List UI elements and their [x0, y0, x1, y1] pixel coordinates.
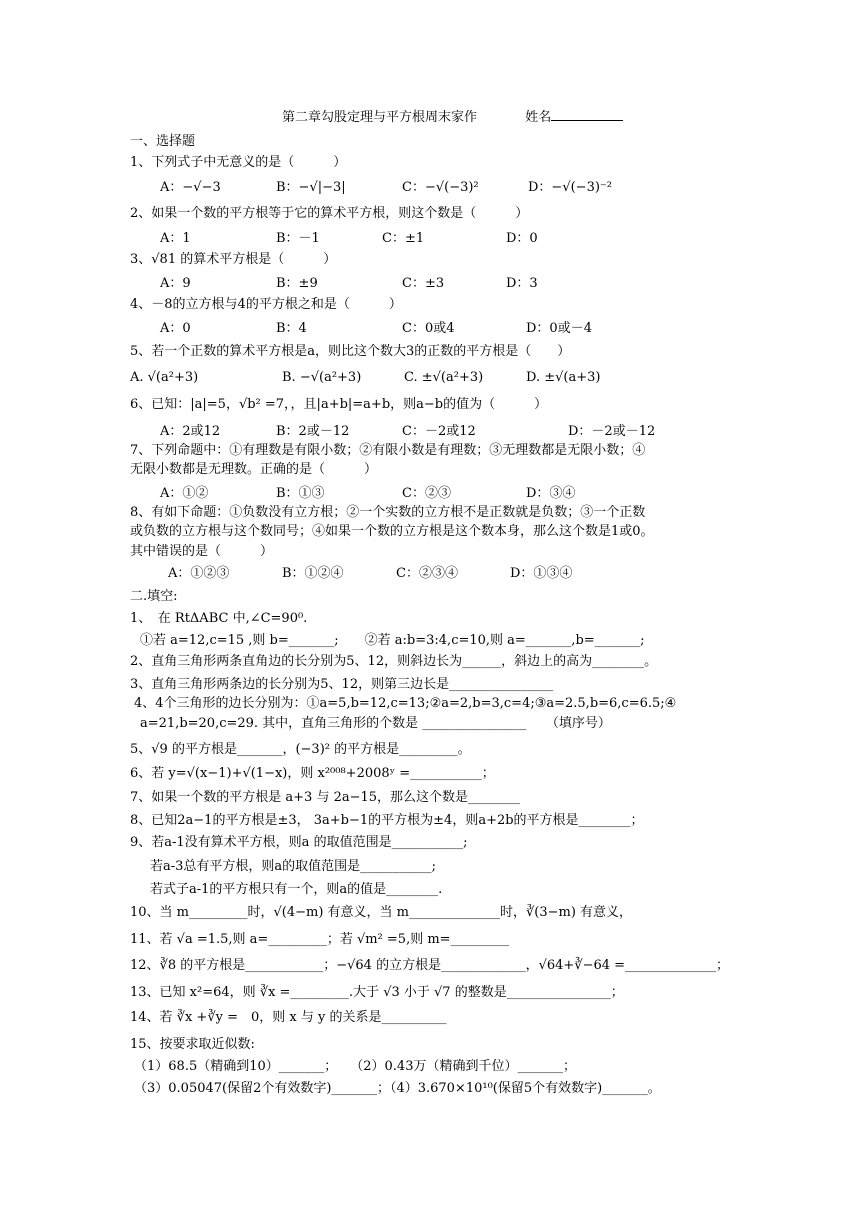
- q7-stem-line2: 无限小数都是无理数。正确的是（ ）: [130, 462, 378, 477]
- q7-option-c: C：②③: [402, 486, 451, 501]
- f3-line: 3、直角三角形两条边的长分别为5、12，则第三边长是________________: [130, 677, 554, 692]
- q8-stem-line3: 其中错误的是（ ）: [130, 544, 274, 559]
- q1-stem: 1、下列式子中无意义的是（ ）: [130, 155, 347, 170]
- f14-line: 14、若 ∛x +∛y = 0，则 x 与 y 的关系是__________: [130, 1010, 447, 1025]
- f7-line: 7、如果一个数的平方根是 a+3 与 2a−15，那么这个数是________: [130, 790, 521, 805]
- q2-option-b: B：－1: [276, 231, 320, 246]
- q6-option-d: D：－2或－12: [568, 424, 656, 439]
- q2-stem: 2、如果一个数的平方根等于它的算术平方根，则这个数是（ ）: [130, 206, 529, 221]
- q5-option-c: C. ±√(a²+3): [404, 370, 484, 385]
- q7-option-b: B：①③: [276, 486, 325, 501]
- q6-option-b: B：2或－12: [276, 424, 350, 439]
- q7-option-d: D：③④: [526, 486, 576, 501]
- q7-stem-line1: 7、下列命题中：①有理数是有限小数；②有限小数是有理数；③无理数都是无限小数；④: [130, 443, 646, 458]
- f4-line2: a=21,b=20,c=29. 其中，直角三角形的个数是 ________________ （填序号）: [140, 716, 611, 731]
- f15-line2: （1）68.5（精确到10）_______； （2）0.43万（精确到千位）_______；: [134, 1059, 576, 1074]
- section-choice-heading: 一、选择题: [130, 134, 196, 149]
- q5-option-d: D. ±√(a+3): [526, 370, 601, 385]
- q8-stem-line2: 或负数的立方根与这个数同号；④如果一个数的立方根是这个数本身，那么这个数是1或0。: [130, 524, 654, 539]
- f4-line1: 4、4个三角形的边长分别为：①a=5,b=12,c=13;②a=2,b=3,c=4;③a=2.5,b=6,c=6.5;④: [134, 696, 677, 711]
- f15-line3: （3）0.05047(保留2个有效数字)_______；（4）3.670×10¹⁰(保留5个有效数字)_______。: [134, 1081, 661, 1096]
- f1-line1: 1、 在 RtΔABC 中,∠C=90⁰.: [130, 611, 308, 626]
- f6-line: 6、若 y=√(x−1)+√(1−x)，则 x²⁰⁰⁸+2008ʸ =___________；: [130, 766, 495, 781]
- name-blank[interactable]: [551, 108, 623, 121]
- q4-option-c: C：0或4: [402, 321, 455, 336]
- q8-stem-line1: 8、有如下命题：①负数没有立方根；②一个实数的立方根不是正数就是负数；③一个正数: [130, 505, 646, 520]
- q5-option-b: B. −√(a²+3): [282, 370, 362, 385]
- q6-option-c: C：－2或12: [402, 424, 476, 439]
- f13-line: 13、已知 x²=64，则 ∛x =_________.大于 √3 小于 √7 的整数是________________；: [130, 985, 624, 1000]
- q3-option-c: C：±3: [402, 276, 445, 291]
- q4-option-b: B：4: [276, 321, 307, 336]
- q1-option-c: C：−√(−3)²: [402, 180, 479, 195]
- f8-line: 8、已知2a−1的平方根是±3， 3a+b−1的平方根为±4，则a+2b的平方根是________；: [130, 813, 644, 828]
- q5-option-a: A. √(a²+3): [130, 370, 199, 385]
- f15-line1: 15、按要求取近似数:: [130, 1037, 255, 1052]
- q3-option-d: D：3: [506, 276, 538, 291]
- f1-line2: ①若 a=12,c=15 ,则 b=_______; ②若 a:b=3:4,c=10,则 a=_______,b=_______;: [140, 633, 645, 648]
- q4-option-a: A：0: [160, 321, 191, 336]
- q8-option-c: C：②③④: [396, 566, 458, 581]
- q4-stem: 4、－8的立方根与4的平方根之和是（ ）: [130, 297, 402, 312]
- q1-option-b: B：−√|−3|: [276, 180, 346, 195]
- f9-line2: 若a-3总有平方根，则a的取值范围是___________;: [150, 859, 437, 874]
- f12-line: 12、∛8 的平方根是____________；−√64 的立方根是_____________，√64+∛−64 =______________；: [130, 958, 730, 973]
- q2-option-c: C：±1: [382, 231, 425, 246]
- f2-line: 2、直角三角形两条直角边的长分别为5、12，则斜边长为______，斜边上的高为________。: [130, 654, 658, 669]
- q4-option-d: D：0或－4: [526, 321, 592, 336]
- q7-option-a: A：①②: [160, 486, 209, 501]
- q1-option-d: D：−√(−3)⁻²: [528, 180, 612, 195]
- q8-option-d: D：①③④: [510, 566, 573, 581]
- f5-line: 5、√9 的平方根是_______，(−3)² 的平方根是_________。: [130, 742, 471, 757]
- q5-stem: 5、若一个正数的算术平方根是a，则比这个数大3的正数的平方根是（ ）: [130, 344, 571, 359]
- q6-option-a: A：2或12: [160, 424, 221, 439]
- q2-option-d: D：0: [506, 231, 538, 246]
- f9-line1: 9、若a-1没有算术平方根，则a 的取值范围是___________;: [130, 835, 468, 850]
- q3-stem: 3、√81 的算术平方根是（ ）: [130, 252, 337, 267]
- q8-option-a: A：①②③: [168, 566, 230, 581]
- page-title: 第二章勾股定理与平方根周末家作: [282, 110, 478, 125]
- q6-stem: 6、已知：|a|=5，√b² =7，，且|a+b|=a+b，则a−b的值为（ ）: [130, 397, 548, 412]
- q1-option-a: A：−√−3: [160, 180, 221, 195]
- title-row: [282, 108, 623, 126]
- f10-line: 10、当 m_________时，√(4−m) 有意义，当 m______________时，∛(3−m) 有意义，: [130, 905, 633, 920]
- q3-option-a: A：9: [160, 276, 191, 291]
- q3-option-b: B：±9: [276, 276, 318, 291]
- f11-line: 11、若 √a =1.5,则 a=_________；若 √m² =5,则 m=_________: [130, 932, 510, 947]
- q2-option-a: A：1: [160, 231, 191, 246]
- section-fill-heading: 二.填空:: [130, 589, 178, 604]
- name-label: 姓名: [525, 110, 552, 125]
- q8-option-b: B：①②④: [282, 566, 344, 581]
- f9-line3: 若式子a-1的平方根只有一个，则a的值是________.: [150, 882, 443, 897]
